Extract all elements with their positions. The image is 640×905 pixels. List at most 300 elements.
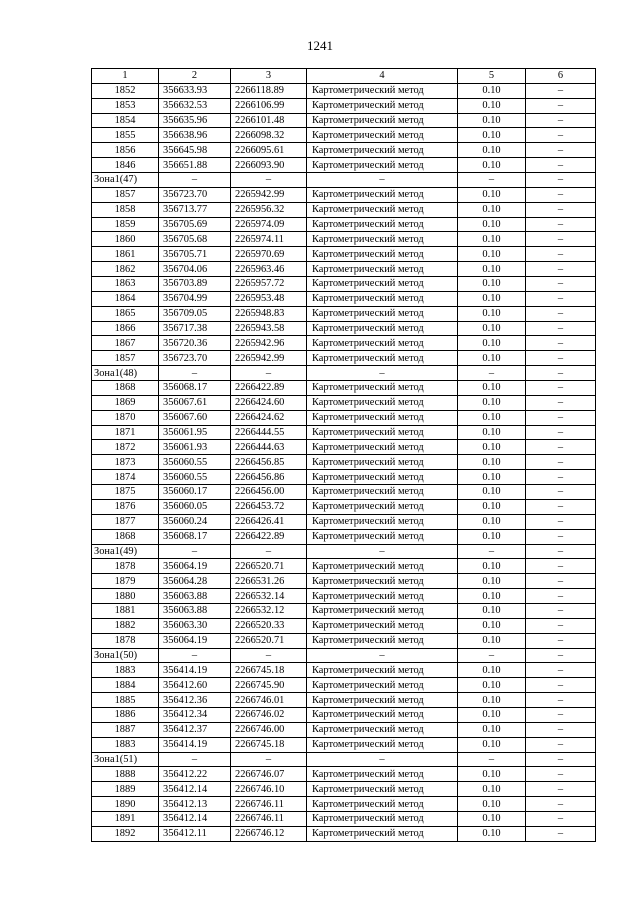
point-number-cell: 1861	[92, 247, 159, 262]
y-coordinate-cell: 2266532.12	[231, 603, 307, 618]
method-cell: Картометрический метод	[307, 693, 458, 708]
x-coordinate-cell: 356723.70	[159, 187, 231, 202]
x-coordinate-cell: 356705.68	[159, 232, 231, 247]
remark-cell: –	[526, 262, 596, 277]
point-number-cell: 1873	[92, 455, 159, 470]
x-coordinate-cell: –	[159, 752, 231, 767]
method-cell: Картометрический метод	[307, 722, 458, 737]
table-row	[92, 559, 596, 574]
y-coordinate-cell: 2266098.32	[231, 128, 307, 143]
x-coordinate-cell: 356632.53	[159, 98, 231, 113]
y-coordinate-cell: 2266520.33	[231, 618, 307, 633]
accuracy-cell: 0.10	[458, 559, 526, 574]
remark-cell: –	[526, 485, 596, 500]
remark-cell: –	[526, 722, 596, 737]
method-cell: Картометрический метод	[307, 187, 458, 202]
point-number-cell: 1875	[92, 485, 159, 500]
accuracy-cell: 0.10	[458, 202, 526, 217]
y-coordinate-cell: 2266093.90	[231, 158, 307, 173]
point-number-cell: 1879	[92, 574, 159, 589]
y-coordinate-cell: 2266456.00	[231, 485, 307, 500]
table-row	[92, 499, 596, 514]
x-coordinate-cell: 356060.55	[159, 455, 231, 470]
table-row	[92, 395, 596, 410]
y-coordinate-cell: 2265963.46	[231, 262, 307, 277]
point-number-cell: 1883	[92, 737, 159, 752]
x-coordinate-cell: 356412.36	[159, 693, 231, 708]
zone-row	[92, 366, 596, 381]
x-coordinate-cell: 356709.05	[159, 306, 231, 321]
point-number-cell: 1867	[92, 336, 159, 351]
table-row	[92, 277, 596, 292]
table-row	[92, 514, 596, 529]
x-coordinate-cell: 356412.14	[159, 782, 231, 797]
remark-cell: –	[526, 707, 596, 722]
x-coordinate-cell: 356412.60	[159, 678, 231, 693]
x-coordinate-cell: 356412.14	[159, 811, 231, 826]
column-header-3: 3	[231, 69, 307, 84]
table-row	[92, 693, 596, 708]
point-number-cell: 1855	[92, 128, 159, 143]
zone-label-cell: Зона1(51)	[92, 752, 159, 767]
accuracy-cell: –	[458, 366, 526, 381]
method-cell: Картометрический метод	[307, 767, 458, 782]
point-number-cell: 1863	[92, 277, 159, 292]
accuracy-cell: 0.10	[458, 514, 526, 529]
remark-cell: –	[526, 811, 596, 826]
y-coordinate-cell: –	[231, 648, 307, 663]
method-cell: Картометрический метод	[307, 529, 458, 544]
point-number-cell: 1864	[92, 291, 159, 306]
method-cell: Картометрический метод	[307, 485, 458, 500]
remark-cell: –	[526, 202, 596, 217]
remark-cell: –	[526, 678, 596, 693]
y-coordinate-cell: 2266745.18	[231, 737, 307, 752]
point-number-cell: 1859	[92, 217, 159, 232]
accuracy-cell: 0.10	[458, 440, 526, 455]
x-coordinate-cell: 356720.36	[159, 336, 231, 351]
remark-cell: –	[526, 306, 596, 321]
method-cell: Картометрический метод	[307, 574, 458, 589]
x-coordinate-cell: 356063.88	[159, 603, 231, 618]
point-number-cell: 1852	[92, 83, 159, 98]
point-number-cell: 1856	[92, 143, 159, 158]
x-coordinate-cell: 356713.77	[159, 202, 231, 217]
zone-row	[92, 544, 596, 559]
method-cell: Картометрический метод	[307, 663, 458, 678]
point-number-cell: 1858	[92, 202, 159, 217]
table-row	[92, 678, 596, 693]
y-coordinate-cell: –	[231, 366, 307, 381]
x-coordinate-cell: 356068.17	[159, 529, 231, 544]
table-row	[92, 158, 596, 173]
y-coordinate-cell: 2265957.72	[231, 277, 307, 292]
remark-cell: –	[526, 455, 596, 470]
column-header-6: 6	[526, 69, 596, 84]
accuracy-cell: 0.10	[458, 618, 526, 633]
y-coordinate-cell: 2266456.85	[231, 455, 307, 470]
y-coordinate-cell: 2266456.86	[231, 470, 307, 485]
y-coordinate-cell: 2265970.69	[231, 247, 307, 262]
y-coordinate-cell: 2266106.99	[231, 98, 307, 113]
accuracy-cell: –	[458, 173, 526, 188]
accuracy-cell: 0.10	[458, 128, 526, 143]
table-row	[92, 128, 596, 143]
point-number-cell: 1878	[92, 559, 159, 574]
x-coordinate-cell: –	[159, 648, 231, 663]
point-number-cell: 1857	[92, 187, 159, 202]
x-coordinate-cell: 356414.19	[159, 663, 231, 678]
accuracy-cell: 0.10	[458, 663, 526, 678]
table-row	[92, 410, 596, 425]
table-row	[92, 143, 596, 158]
point-number-cell: 1877	[92, 514, 159, 529]
method-cell: Картометрический метод	[307, 455, 458, 470]
table-row	[92, 811, 596, 826]
accuracy-cell: 0.10	[458, 470, 526, 485]
y-coordinate-cell: 2265974.11	[231, 232, 307, 247]
point-number-cell: 1872	[92, 440, 159, 455]
table-row	[92, 113, 596, 128]
point-number-cell: 1892	[92, 826, 159, 841]
x-coordinate-cell: 356412.11	[159, 826, 231, 841]
page-number: 1241	[307, 38, 333, 53]
table-row	[92, 707, 596, 722]
y-coordinate-cell: –	[231, 544, 307, 559]
point-number-cell: 1882	[92, 618, 159, 633]
y-coordinate-cell: 2265942.99	[231, 351, 307, 366]
x-coordinate-cell: 356064.28	[159, 574, 231, 589]
y-coordinate-cell: –	[231, 752, 307, 767]
remark-cell: –	[526, 648, 596, 663]
method-cell: Картометрический метод	[307, 232, 458, 247]
point-number-cell: 1876	[92, 499, 159, 514]
table-row	[92, 202, 596, 217]
zone-row	[92, 752, 596, 767]
x-coordinate-cell: 356703.89	[159, 277, 231, 292]
y-coordinate-cell: 2266118.89	[231, 83, 307, 98]
x-coordinate-cell: 356060.24	[159, 514, 231, 529]
remark-cell: –	[526, 603, 596, 618]
zone-row	[92, 648, 596, 663]
point-number-cell: 1890	[92, 797, 159, 812]
remark-cell: –	[526, 232, 596, 247]
point-number-cell: 1868	[92, 381, 159, 396]
table-row	[92, 722, 596, 737]
x-coordinate-cell: 356704.99	[159, 291, 231, 306]
accuracy-cell: 0.10	[458, 737, 526, 752]
point-number-cell: 1885	[92, 693, 159, 708]
method-cell: Картометрический метод	[307, 351, 458, 366]
method-cell: –	[307, 366, 458, 381]
remark-cell: –	[526, 291, 596, 306]
method-cell: Картометрический метод	[307, 306, 458, 321]
x-coordinate-cell: 356067.60	[159, 410, 231, 425]
x-coordinate-cell: –	[159, 173, 231, 188]
table-row	[92, 737, 596, 752]
point-number-cell: 1891	[92, 811, 159, 826]
x-coordinate-cell: 356704.06	[159, 262, 231, 277]
accuracy-cell: 0.10	[458, 98, 526, 113]
remark-cell: –	[526, 128, 596, 143]
remark-cell: –	[526, 559, 596, 574]
remark-cell: –	[526, 410, 596, 425]
table-row	[92, 574, 596, 589]
table-row	[92, 425, 596, 440]
table-header	[92, 69, 596, 84]
table-row	[92, 381, 596, 396]
remark-cell: –	[526, 425, 596, 440]
x-coordinate-cell: 356633.93	[159, 83, 231, 98]
accuracy-cell: 0.10	[458, 247, 526, 262]
column-header-2: 2	[159, 69, 231, 84]
method-cell: –	[307, 752, 458, 767]
method-cell: Картометрический метод	[307, 202, 458, 217]
y-coordinate-cell: 2266746.11	[231, 811, 307, 826]
x-coordinate-cell: 356635.96	[159, 113, 231, 128]
accuracy-cell: 0.10	[458, 485, 526, 500]
accuracy-cell: 0.10	[458, 395, 526, 410]
point-number-cell: 1878	[92, 633, 159, 648]
x-coordinate-cell: 356064.19	[159, 559, 231, 574]
table-row	[92, 217, 596, 232]
remark-cell: –	[526, 158, 596, 173]
remark-cell: –	[526, 574, 596, 589]
accuracy-cell: 0.10	[458, 797, 526, 812]
remark-cell: –	[526, 277, 596, 292]
x-coordinate-cell: 356412.37	[159, 722, 231, 737]
x-coordinate-cell: 356063.88	[159, 589, 231, 604]
accuracy-cell: 0.10	[458, 707, 526, 722]
y-coordinate-cell: 2266520.71	[231, 633, 307, 648]
remark-cell: –	[526, 217, 596, 232]
point-number-cell: 1881	[92, 603, 159, 618]
x-coordinate-cell: 356705.69	[159, 217, 231, 232]
table-row	[92, 262, 596, 277]
method-cell: Картометрический метод	[307, 410, 458, 425]
method-cell: Картометрический метод	[307, 797, 458, 812]
accuracy-cell: 0.10	[458, 529, 526, 544]
accuracy-cell: 0.10	[458, 767, 526, 782]
accuracy-cell: 0.10	[458, 217, 526, 232]
method-cell: Картометрический метод	[307, 291, 458, 306]
accuracy-cell: 0.10	[458, 589, 526, 604]
accuracy-cell: 0.10	[458, 693, 526, 708]
table-row	[92, 247, 596, 262]
table-row	[92, 826, 596, 841]
column-header-4: 4	[307, 69, 458, 84]
remark-cell: –	[526, 366, 596, 381]
point-number-cell: 1874	[92, 470, 159, 485]
remark-cell: –	[526, 395, 596, 410]
remark-cell: –	[526, 514, 596, 529]
remark-cell: –	[526, 767, 596, 782]
accuracy-cell: 0.10	[458, 336, 526, 351]
remark-cell: –	[526, 98, 596, 113]
x-coordinate-cell: 356061.95	[159, 425, 231, 440]
remark-cell: –	[526, 752, 596, 767]
accuracy-cell: –	[458, 648, 526, 663]
x-coordinate-cell: 356705.71	[159, 247, 231, 262]
y-coordinate-cell: 2266746.02	[231, 707, 307, 722]
method-cell: Картометрический метод	[307, 143, 458, 158]
y-coordinate-cell: 2266746.07	[231, 767, 307, 782]
y-coordinate-cell: 2265974.09	[231, 217, 307, 232]
table-row	[92, 529, 596, 544]
point-number-cell: 1866	[92, 321, 159, 336]
accuracy-cell: 0.10	[458, 158, 526, 173]
x-coordinate-cell: 356414.19	[159, 737, 231, 752]
method-cell: Картометрический метод	[307, 321, 458, 336]
accuracy-cell: 0.10	[458, 455, 526, 470]
table-row	[92, 485, 596, 500]
y-coordinate-cell: –	[231, 173, 307, 188]
remark-cell: –	[526, 737, 596, 752]
y-coordinate-cell: 2266422.89	[231, 381, 307, 396]
coordinates-table	[91, 68, 596, 842]
x-coordinate-cell: 356067.61	[159, 395, 231, 410]
accuracy-cell: 0.10	[458, 232, 526, 247]
x-coordinate-cell: –	[159, 544, 231, 559]
table-row	[92, 440, 596, 455]
remark-cell: –	[526, 693, 596, 708]
method-cell: Картометрический метод	[307, 247, 458, 262]
x-coordinate-cell: 356723.70	[159, 351, 231, 366]
x-coordinate-cell: 356638.96	[159, 128, 231, 143]
accuracy-cell: 0.10	[458, 722, 526, 737]
method-cell: Картометрический метод	[307, 782, 458, 797]
y-coordinate-cell: 2266520.71	[231, 559, 307, 574]
table-row	[92, 321, 596, 336]
remark-cell: –	[526, 633, 596, 648]
table-row	[92, 291, 596, 306]
method-cell: Картометрический метод	[307, 158, 458, 173]
y-coordinate-cell: 2266444.55	[231, 425, 307, 440]
remark-cell: –	[526, 470, 596, 485]
remark-cell: –	[526, 663, 596, 678]
method-cell: Картометрический метод	[307, 514, 458, 529]
y-coordinate-cell: 2266531.26	[231, 574, 307, 589]
remark-cell: –	[526, 797, 596, 812]
point-number-cell: 1888	[92, 767, 159, 782]
point-number-cell: 1865	[92, 306, 159, 321]
method-cell: Картометрический метод	[307, 83, 458, 98]
method-cell: Картометрический метод	[307, 470, 458, 485]
method-cell: Картометрический метод	[307, 707, 458, 722]
remark-cell: –	[526, 589, 596, 604]
accuracy-cell: 0.10	[458, 633, 526, 648]
accuracy-cell: 0.10	[458, 187, 526, 202]
y-coordinate-cell: 2266424.62	[231, 410, 307, 425]
remark-cell: –	[526, 143, 596, 158]
point-number-cell: 1880	[92, 589, 159, 604]
table-row	[92, 618, 596, 633]
y-coordinate-cell: 2266746.10	[231, 782, 307, 797]
table-row	[92, 336, 596, 351]
method-cell: Картометрический метод	[307, 811, 458, 826]
y-coordinate-cell: 2266424.60	[231, 395, 307, 410]
table-row	[92, 797, 596, 812]
accuracy-cell: –	[458, 544, 526, 559]
column-header-5: 5	[458, 69, 526, 84]
method-cell: Картометрический метод	[307, 395, 458, 410]
point-number-cell: 1857	[92, 351, 159, 366]
point-number-cell: 1860	[92, 232, 159, 247]
x-coordinate-cell: 356060.17	[159, 485, 231, 500]
y-coordinate-cell: 2266745.18	[231, 663, 307, 678]
zone-label-cell: Зона1(48)	[92, 366, 159, 381]
accuracy-cell: 0.10	[458, 321, 526, 336]
method-cell: Картометрический метод	[307, 737, 458, 752]
accuracy-cell: 0.10	[458, 306, 526, 321]
method-cell: Картометрический метод	[307, 277, 458, 292]
table-row	[92, 603, 596, 618]
accuracy-cell: 0.10	[458, 425, 526, 440]
accuracy-cell: 0.10	[458, 262, 526, 277]
remark-cell: –	[526, 187, 596, 202]
table-row	[92, 455, 596, 470]
point-number-cell: 1846	[92, 158, 159, 173]
zone-label-cell: Зона1(49)	[92, 544, 159, 559]
y-coordinate-cell: 2265948.83	[231, 306, 307, 321]
zone-label-cell: Зона1(50)	[92, 648, 159, 663]
point-number-cell: 1869	[92, 395, 159, 410]
accuracy-cell: 0.10	[458, 678, 526, 693]
y-coordinate-cell: 2265943.58	[231, 321, 307, 336]
point-number-cell: 1884	[92, 678, 159, 693]
point-number-cell: 1883	[92, 663, 159, 678]
header-row	[92, 69, 596, 84]
method-cell: Картометрический метод	[307, 217, 458, 232]
accuracy-cell: 0.10	[458, 826, 526, 841]
y-coordinate-cell: 2266444.63	[231, 440, 307, 455]
remark-cell: –	[526, 83, 596, 98]
method-cell: Картометрический метод	[307, 826, 458, 841]
method-cell: Картометрический метод	[307, 603, 458, 618]
accuracy-cell: 0.10	[458, 381, 526, 396]
remark-cell: –	[526, 529, 596, 544]
y-coordinate-cell: 2266422.89	[231, 529, 307, 544]
table-row	[92, 351, 596, 366]
accuracy-cell: 0.10	[458, 291, 526, 306]
y-coordinate-cell: 2266426.41	[231, 514, 307, 529]
method-cell: Картометрический метод	[307, 262, 458, 277]
y-coordinate-cell: 2266745.90	[231, 678, 307, 693]
y-coordinate-cell: 2265942.96	[231, 336, 307, 351]
point-number-cell: 1871	[92, 425, 159, 440]
point-number-cell: 1887	[92, 722, 159, 737]
x-coordinate-cell: 356068.17	[159, 381, 231, 396]
remark-cell: –	[526, 113, 596, 128]
method-cell: Картометрический метод	[307, 440, 458, 455]
accuracy-cell: 0.10	[458, 351, 526, 366]
table-row	[92, 470, 596, 485]
remark-cell: –	[526, 544, 596, 559]
accuracy-cell: 0.10	[458, 113, 526, 128]
remark-cell: –	[526, 173, 596, 188]
y-coordinate-cell: 2266532.14	[231, 589, 307, 604]
y-coordinate-cell: 2266453.72	[231, 499, 307, 514]
table-row	[92, 232, 596, 247]
accuracy-cell: 0.10	[458, 277, 526, 292]
accuracy-cell: 0.10	[458, 603, 526, 618]
method-cell: Картометрический метод	[307, 128, 458, 143]
accuracy-cell: 0.10	[458, 811, 526, 826]
table-row	[92, 782, 596, 797]
table-row	[92, 83, 596, 98]
x-coordinate-cell: –	[159, 366, 231, 381]
x-coordinate-cell: 356412.22	[159, 767, 231, 782]
